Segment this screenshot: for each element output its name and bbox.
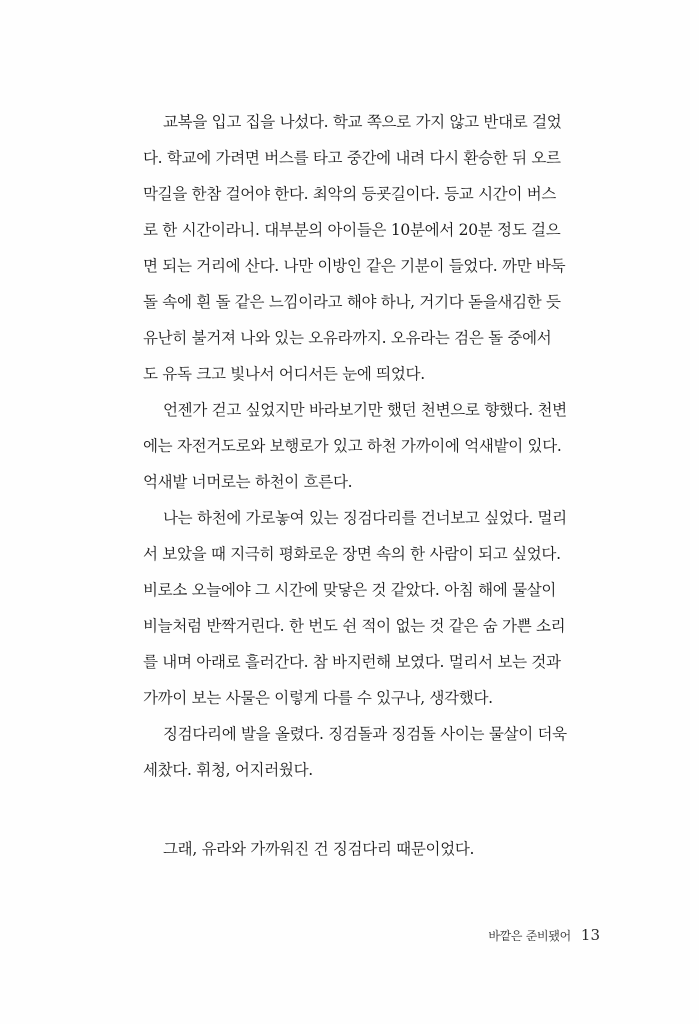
running-title: 바깥은 준비됐어 (488, 929, 571, 943)
paragraph-4 (123, 716, 597, 788)
text-line: 로 한 시간이라니. 대부분의 아이들은 10분에서 20분 정도 걸으 (143, 221, 561, 239)
text-line: 서 보았을 때 지극히 평화로운 장면 속의 한 사람이 되고 싶었다. (143, 545, 561, 563)
page-footer (488, 926, 600, 944)
text-line: 를 내며 아래로 흘러간다. 참 바지런해 보였다. 멀리서 보는 것과 (143, 653, 561, 671)
text-line: 막길을 한참 걸어야 한다. 최악의 등굣길이다. 등교 시간이 버스 (143, 185, 557, 203)
body-text (123, 104, 597, 867)
paragraph-1 (123, 104, 597, 392)
text-line: 유난히 불거져 나와 있는 오유라까지. 오유라는 검은 돌 중에서 (143, 329, 552, 347)
text-line: 그래, 유라와 가까워진 건 징검다리 때문이었다. (163, 840, 475, 858)
text-line: 나는 하천에 가로놓여 있는 징검다리를 건너보고 싶었다. 멀리 (163, 509, 567, 527)
text-line: 다. 학교에 가려면 버스를 타고 중간에 내려 다시 환승한 뒤 오르 (143, 149, 561, 167)
text-line: 가까이 보는 사물은 이렇게 다를 수 있구나, 생각했다. (143, 689, 493, 707)
text-line: 억새밭 너머로는 하천이 흐른다. (143, 473, 353, 491)
text-line: 면 되는 거리에 산다. 나만 이방인 같은 기분이 들었다. 까만 바둑 (143, 257, 566, 275)
text-line: 세찼다. 휘청, 어지러웠다. (143, 761, 313, 779)
paragraph-3 (123, 500, 597, 716)
paragraph-2 (123, 392, 597, 500)
page-number: 13 (580, 926, 600, 944)
text-line: 돌 속에 흰 돌 같은 느낌이라고 해야 하나, 거기다 돋을새김한 듯 (143, 293, 561, 311)
text-line: 에는 자전거도로와 보행로가 있고 하천 가까이에 억새밭이 있다. (143, 437, 562, 455)
text-line: 언젠가 걷고 싶었지만 바라보기만 했던 천변으로 향했다. 천변 (163, 401, 567, 419)
text-line: 비늘처럼 반짝거린다. 한 번도 쉰 적이 없는 것 같은 숨 가쁜 소리 (143, 617, 566, 635)
text-line: 교복을 입고 집을 나섰다. 학교 쪽으로 가지 않고 반대로 걸었 (163, 113, 562, 131)
text-line: 비로소 오늘에야 그 시간에 맞닿은 것 같았다. 아침 해에 물살이 (143, 581, 557, 599)
text-line: 징검다리에 발을 올렸다. 징검돌과 징검돌 사이는 물살이 더욱 (163, 725, 567, 743)
paragraph-5 (123, 831, 597, 867)
text-line: 도 유독 크고 빛나서 어디서든 눈에 띄었다. (143, 365, 425, 383)
